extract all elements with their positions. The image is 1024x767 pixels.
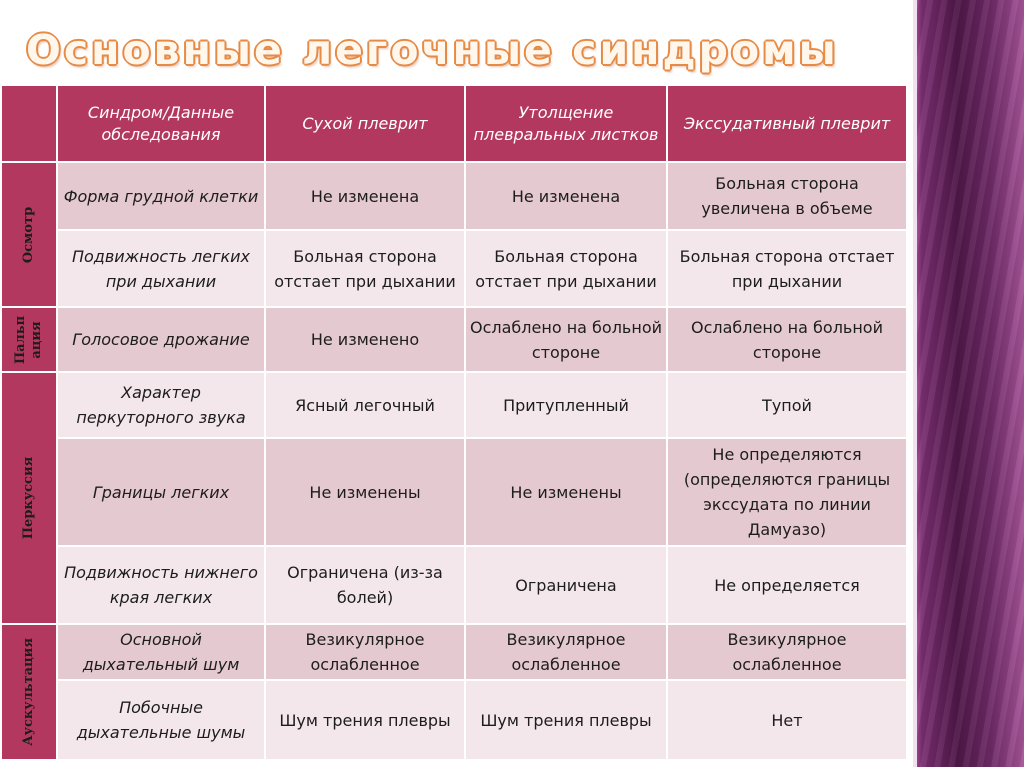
row-param: Голосовое дрожание [57, 307, 265, 372]
cell-pleural-thickening: Притупленный [465, 372, 667, 438]
row-param: Побочные дыхательные шумы [57, 680, 265, 760]
cell-pleural-thickening: Не изменена [465, 162, 667, 230]
cell-exudative-pleurisy: Больная сторона отстает при дыхании [667, 230, 907, 307]
cell-exudative-pleurisy: Не определяются (определяются границы экссудата по линии Дамуазо) [667, 438, 907, 546]
cell-dry-pleurisy: Не изменено [265, 307, 465, 372]
cell-pleural-thickening: Шум трения плевры [465, 680, 667, 760]
table-header-row [1, 85, 907, 162]
syndrome-table [0, 84, 908, 761]
cell-dry-pleurisy: Больная сторона отстает при дыхании [265, 230, 465, 307]
cell-dry-pleurisy: Ясный легочный [265, 372, 465, 438]
cell-exudative-pleurisy: Тупой [667, 372, 907, 438]
group-auskultacia [1, 624, 57, 760]
cell-pleural-thickening: Не изменены [465, 438, 667, 546]
header-pleural-thickening: Утолщение плевральных листков [465, 85, 667, 162]
cell-exudative-pleurisy: Везикулярное ослабленное [667, 624, 907, 680]
cell-dry-pleurisy: Ограничена (из-за болей) [265, 546, 465, 624]
group-palpacia-line2: ация [29, 320, 44, 359]
cell-dry-pleurisy: Не изменена [265, 162, 465, 230]
cell-exudative-pleurisy: Нет [667, 680, 907, 760]
cell-dry-pleurisy: Везикулярное ослабленное [265, 624, 465, 680]
group-palpacia-line1: Пальп [13, 315, 28, 364]
table-row [1, 680, 907, 760]
cell-exudative-pleurisy: Ослаблено на больной стороне [667, 307, 907, 372]
table-row [1, 624, 907, 680]
group-palpacia [1, 307, 57, 372]
header-dry-pleurisy: Сухой плеврит [265, 85, 465, 162]
group-osmotr [1, 162, 57, 307]
slide-title: Основные легочные синдромы [26, 26, 839, 74]
table-row [1, 307, 907, 372]
header-exudative-pleurisy: Экссудативный плеврит [667, 85, 907, 162]
decorative-side-stripes [913, 0, 1024, 767]
cell-dry-pleurisy: Не изменены [265, 438, 465, 546]
table-row [1, 372, 907, 438]
row-param: Основной дыхательный шум [57, 624, 265, 680]
cell-pleural-thickening: Больная сторона отстает при дыхании [465, 230, 667, 307]
row-param: Подвижность легких при дыхании [57, 230, 265, 307]
cell-pleural-thickening: Ослаблено на больной стороне [465, 307, 667, 372]
header-corner-cell [1, 85, 57, 162]
row-param: Границы легких [57, 438, 265, 546]
row-param: Подвижность нижнего края легких [57, 546, 265, 624]
group-auskultacia-label: Аускультация [21, 638, 36, 746]
cell-dry-pleurisy: Шум трения плевры [265, 680, 465, 760]
cell-pleural-thickening: Ограничена [465, 546, 667, 624]
group-perkussia-label: Перкуссия [21, 456, 36, 540]
cell-exudative-pleurisy: Больная сторона увеличена в объеме [667, 162, 907, 230]
group-perkussia [1, 372, 57, 624]
table-row [1, 438, 907, 546]
table-row [1, 546, 907, 624]
row-param: Форма грудной клетки [57, 162, 265, 230]
row-param: Характер перкуторного звука [57, 372, 265, 438]
cell-pleural-thickening: Везикулярное ослабленное [465, 624, 667, 680]
group-osmotr-label: Осмотр [21, 206, 36, 263]
header-syndrome-data: Синдром/Данные обследования [57, 85, 265, 162]
cell-exudative-pleurisy: Не определяется [667, 546, 907, 624]
decorative-side-edge [913, 0, 917, 767]
table-row [1, 162, 907, 230]
table-row [1, 230, 907, 307]
group-palpacia-label [13, 315, 45, 363]
